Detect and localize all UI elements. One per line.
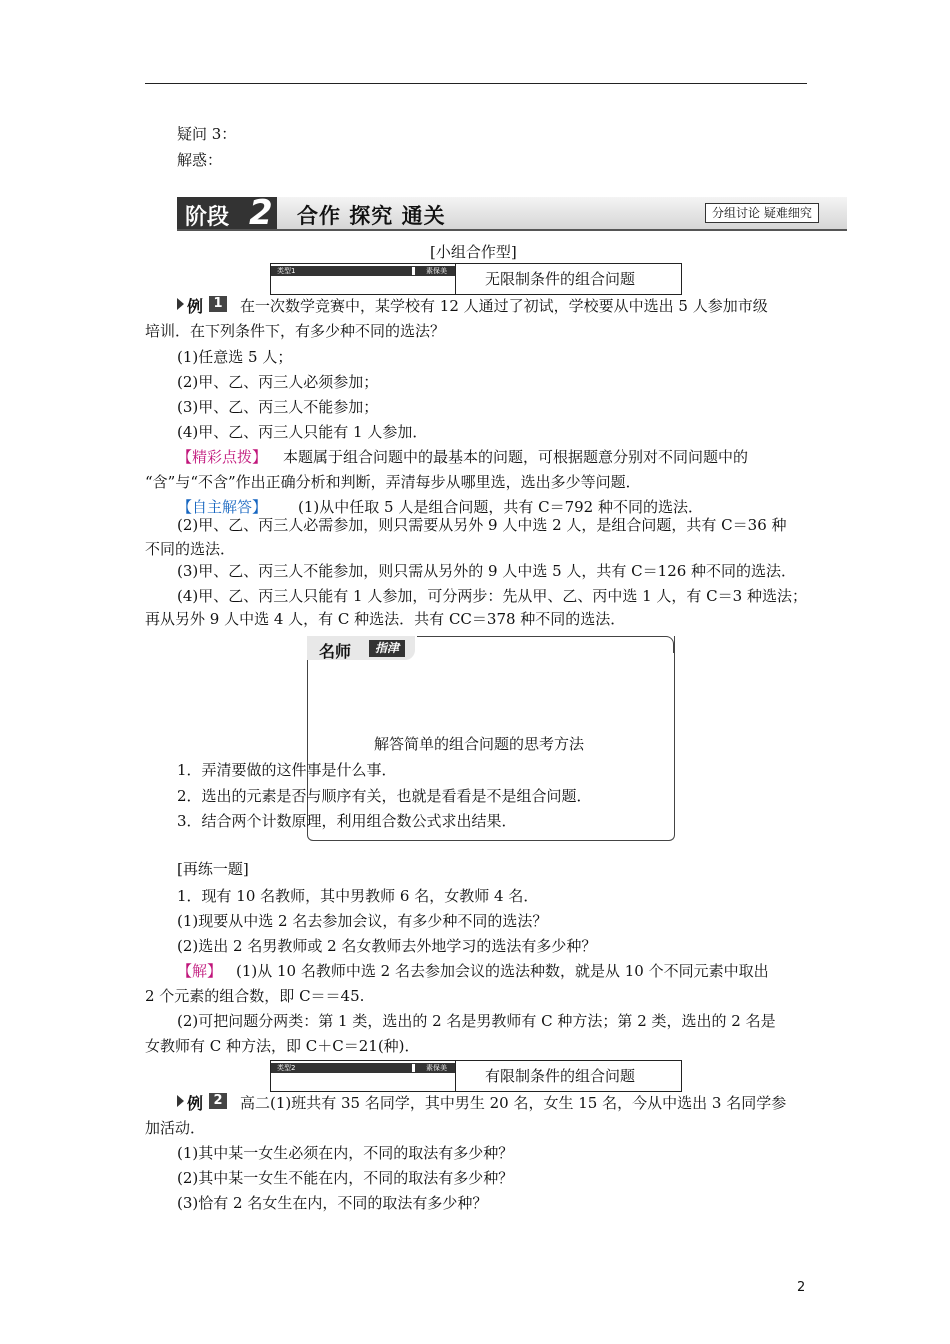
stage-title: 合作 探究 通关	[297, 204, 446, 228]
example-1-stem-2: 培训．在下列条件下，有多少种不同的选法？	[145, 322, 446, 340]
example-1-q2: (2)甲、乙、丙三人必须参加；	[177, 373, 379, 391]
hint-line-1: 本题属于组合问题中的最基本的问题，可根据题意分别对不同问题中的	[283, 448, 749, 466]
answer-label: 【自主解答】	[177, 498, 268, 516]
solution-2-line-2: 女教师有 C 种方法，即 C＋C＝21(种)．	[145, 1037, 420, 1055]
practice-label: [再练一题]	[177, 860, 249, 878]
stage-number: 2	[249, 193, 273, 233]
type-2-label: 类型2	[277, 1064, 296, 1072]
solution-1-line-1: (1)从 10 名教师中选 2 名去参加会议的选法种数，就是从 10 个不同元素中取出	[236, 962, 769, 980]
example-1-q1: (1)任意选 5 人；	[177, 348, 293, 366]
teacher-point-1: 1．弄清要做的这件事是什么事．	[177, 761, 397, 779]
teacher-guide-badge: 指津	[369, 640, 405, 657]
example-2-q2: (2)其中某一女生不能在内，不同的取法有多少种？	[177, 1169, 514, 1187]
solution-2-line-1: (2)可把问题分两类：第 1 类，选出的 2 名是男教师有 C 种方法；第 2 类，选出的 2 名是	[177, 1012, 776, 1030]
practice-q1: (1)现要从中选 2 名去参加会议，有多少种不同的选法？	[177, 912, 548, 930]
header-rule	[145, 83, 807, 84]
teacher-guide-title: 解答简单的组合问题的思考方法	[374, 735, 585, 753]
answer-4-line-1: (4)甲、乙、丙三人只能有 1 人参加，可分两步：先从甲、乙、丙中选 1 人，有 C＝3 种选法；	[177, 587, 807, 605]
practice-q2: (2)选出 2 名男教师或 2 名女教师去外地学习的选法有多少种？	[177, 937, 597, 955]
type-2-badge: 素保美	[426, 1064, 447, 1072]
section-label: [小组合作型]	[430, 243, 517, 261]
stage-subtitle: 分组讨论 疑难细究	[705, 203, 819, 223]
hint-line-2: “含”与“不含”作出正确分析和判断，弄清每步从哪里选，选出多少等问题．	[145, 473, 641, 491]
solution-1-line-2: 2 个元素的组合数，即 C＝＝45.	[145, 987, 365, 1005]
answer-1: (1)从中任取 5 人是组合问题，共有 C＝792 种不同的选法．	[298, 498, 703, 516]
type-2-box	[270, 1060, 682, 1092]
type-1-badge: 素保美	[426, 267, 447, 275]
practice-problem: 1．现有 10 名教师，其中男教师 6 名，女教师 4 名．	[177, 887, 539, 905]
teacher-point-3: 3．结合两个计数原理，利用组合数公式求出结果．	[177, 812, 517, 830]
stage-tag: 阶段	[185, 205, 230, 230]
type-1-title: 无限制条件的组合问题	[485, 270, 636, 288]
answer-2-line-2: 不同的选法．	[145, 540, 236, 558]
type-2-title: 有限制条件的组合问题	[485, 1067, 636, 1085]
stage-banner	[177, 193, 847, 233]
type-1-label: 类型1	[277, 267, 296, 275]
example-2-stem-2: 加活动．	[145, 1119, 206, 1137]
answer-3: (3)甲、乙、丙三人不能参加，则只需从另外的 9 人中选 5 人，共有 C＝126 种不同的选法．	[177, 562, 797, 580]
example-2-q3: (3)恰有 2 名女生在内，不同的取法有多少种？	[177, 1194, 488, 1212]
example-1-stem-1: 在一次数学竞赛中，某学校有 12 人通过了初试，学校要从中选出 5 人参加市级	[240, 297, 768, 315]
example-1-q3: (3)甲、乙、丙三人不能参加；	[177, 398, 379, 416]
page-number: 2	[797, 1280, 806, 1295]
example-1-q4: (4)甲、乙、丙三人只能有 1 人参加．	[177, 423, 428, 441]
example-2-stem-1: 高二(1)班共有 35 名同学，其中男生 20 名，女生 15 名，今从中选出 3 名同学参	[240, 1094, 787, 1112]
example-2-label: 例 2	[177, 1092, 233, 1110]
example-1-label: 例 1	[177, 295, 233, 313]
teacher-guide-head: 名师	[319, 642, 352, 661]
answer-2-line-1: (2)甲、乙、丙三人必需参加，则只需要从另外 9 人中选 2 人，是组合问题，共有 C＝36 种	[177, 516, 787, 534]
answer-4-line-2: 再从另外 9 人中选 4 人，有 C 种选法．共有 CC＝378 种不同的选法．	[145, 610, 626, 628]
teacher-point-2: 2．选出的元素是否与顺序有关，也就是看看是不是组合问题．	[177, 787, 592, 805]
resolve-label: 解惑：	[177, 151, 223, 169]
solution-label: 【解】	[177, 962, 223, 980]
hint-label: 【精彩点拨】	[177, 448, 268, 466]
doubt-3: 疑问 3：	[177, 125, 237, 143]
example-2-q1: (1)其中某一女生必须在内，不同的取法有多少种？	[177, 1144, 514, 1162]
type-1-box	[270, 263, 682, 295]
